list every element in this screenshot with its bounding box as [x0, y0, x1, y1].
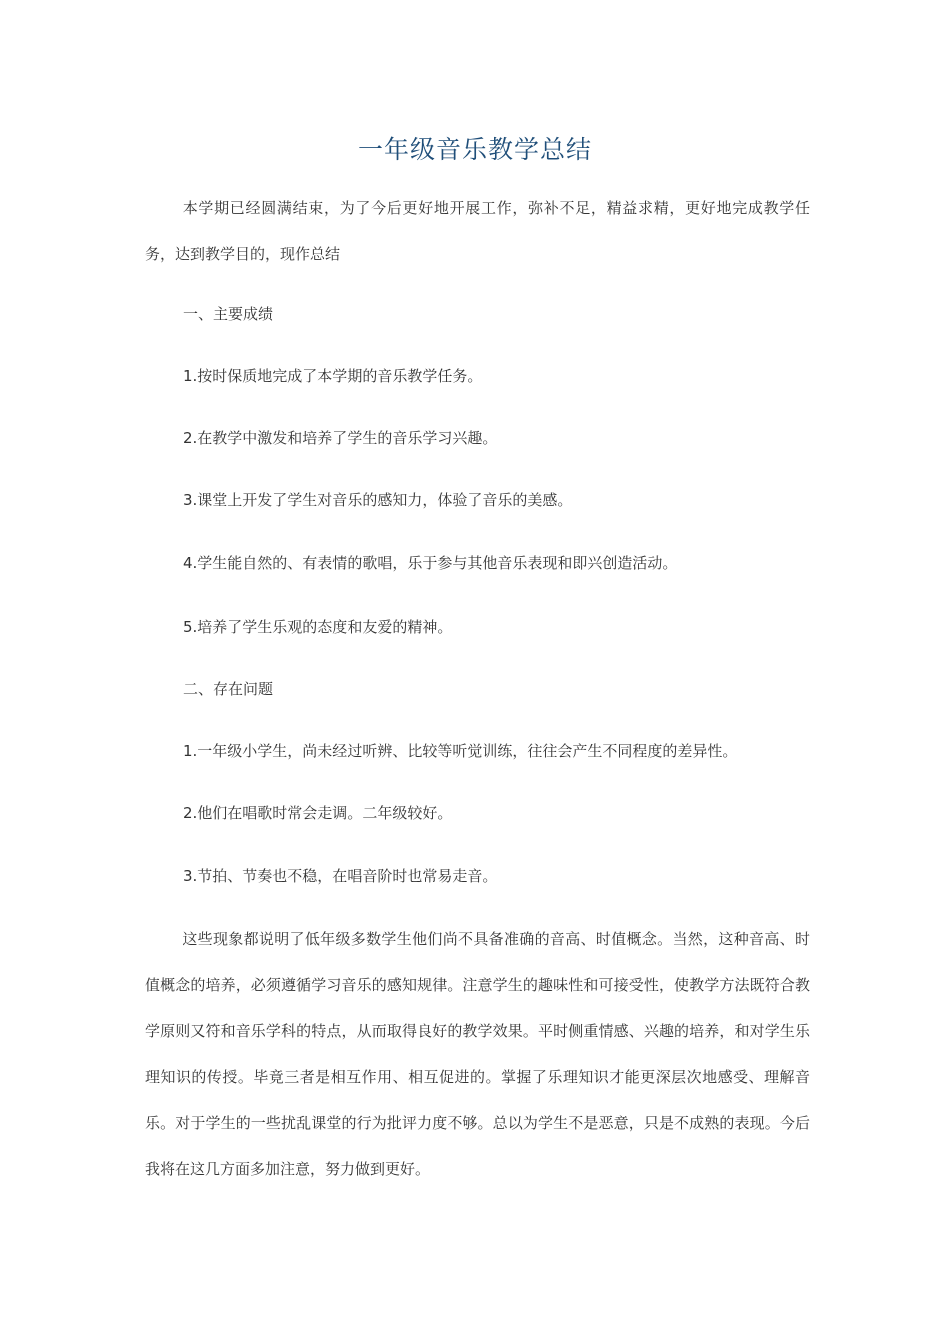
achievement-item-3: 3.课堂上开发了学生对音乐的感知力，体验了音乐的美感。	[183, 491, 573, 509]
problem-item-2: 2.他们在唱歌时常会走调。二年级较好。	[183, 804, 453, 822]
conclusion-text: 这些现象都说明了低年级多数学生他们尚不具备准确的音高、时值概念。当然，这种音高、时值概念的培养，必须遵循学习音乐的感知规律。注意学生的趣味性和可接受性，使教学方法既符合教学原则又符和音乐学科的特点，从而取得良好的教学效果。平时侧重情感、兴趣的培养，和对学生乐理知识的传授。毕竟三者是相互作用、相互促进的。掌握了乐理知识才能更深层次地感受、理解音乐。对于学生的一些扰乱课堂的行为批评力度不够。总以为学生不是恶意，只是不成熟的表现。今后我将在这几方面多加注意，努力做到更好。	[145, 930, 810, 1178]
achievement-item-5: 5.培养了学生乐观的态度和友爱的精神。	[183, 618, 453, 636]
intro-text: 本学期已经圆满结束，为了今后更好地开展工作，弥补不足，精益求精，更好地完成教学任务，达到教学目的，现作总结	[145, 199, 810, 263]
section-heading-problems: 二、存在问题	[183, 680, 274, 698]
problem-item-3: 3.节拍、节奏也不稳，在唱音阶时也常易走音。	[183, 867, 498, 885]
intro-paragraph	[145, 185, 810, 277]
conclusion-paragraph	[145, 916, 810, 1192]
achievement-item-4: 4.学生能自然的、有表情的歌唱，乐于参与其他音乐表现和即兴创造活动。	[183, 554, 678, 572]
problem-item-1: 1.一年级小学生，尚未经过听辨、比较等听觉训练，往往会产生不同程度的差异性。	[183, 742, 738, 760]
achievement-item-2: 2.在教学中激发和培养了学生的音乐学习兴趣。	[183, 429, 498, 447]
document-title: 一年级音乐教学总结	[357, 135, 592, 164]
achievement-item-1: 1.按时保质地完成了本学期的音乐教学任务。	[183, 367, 483, 385]
section-heading-achievements: 一、主要成绩	[183, 305, 274, 323]
